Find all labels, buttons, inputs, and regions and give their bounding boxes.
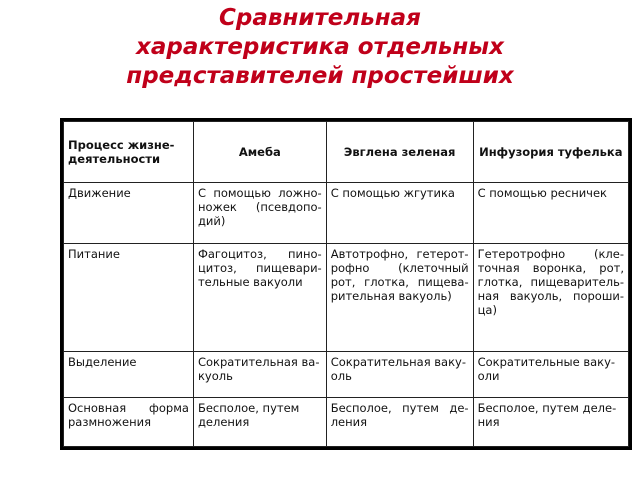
table-cell: Выделение: [64, 352, 194, 397]
table-cell: С помощью жгутика: [326, 183, 473, 244]
header-paramecium: Инфузория туфелька: [473, 122, 628, 183]
table-cell: Гетеротрофно (кле-точная воронка, рот, глотка, пищеваритель-ная вакуоль, пороши-ца): [473, 244, 628, 352]
table-cell: Движение: [64, 183, 194, 244]
header-amoeba: Амеба: [193, 122, 326, 183]
title-line-3: представителей простейших: [126, 63, 514, 89]
comparison-table-frame: [60, 118, 632, 450]
table-cell: Бесполое, путем деления: [193, 397, 326, 446]
header-process: Процесс жизне-деятельности: [64, 122, 194, 183]
table-cell: Фагоцитоз, пино-цитоз, пищевари-тельные вакуоли: [193, 244, 326, 352]
table-cell: Бесполое, путем деле-ния: [473, 397, 628, 446]
table-row: [64, 397, 629, 446]
table-cell: С помощью ресничек: [473, 183, 628, 244]
table-header-row: [64, 122, 629, 183]
comparison-table: [63, 121, 629, 447]
table-cell: Бесполое, путем де-ления: [326, 397, 473, 446]
table-cell: Сократительная ваку-оль: [326, 352, 473, 397]
header-euglena: Эвглена зеленая: [326, 122, 473, 183]
table-cell: Основная форма размножения: [64, 397, 194, 446]
title-line-1: Сравнительная: [219, 5, 421, 31]
page-title: [0, 4, 640, 91]
table-cell: Сократительные ваку-оли: [473, 352, 628, 397]
table-cell: Питание: [64, 244, 194, 352]
table-cell: Автотрофно, гетерот-рофно (клеточный рот, глотка, пищева-рительная вакуоль): [326, 244, 473, 352]
table-cell: С помощью ложно-ножек (псевдопо-дий): [193, 183, 326, 244]
table-row: [64, 183, 629, 244]
table-cell: Сократительная ва-куоль: [193, 352, 326, 397]
title-line-2: характеристика отдельных: [136, 34, 504, 60]
table-row: [64, 352, 629, 397]
table-row: [64, 244, 629, 352]
